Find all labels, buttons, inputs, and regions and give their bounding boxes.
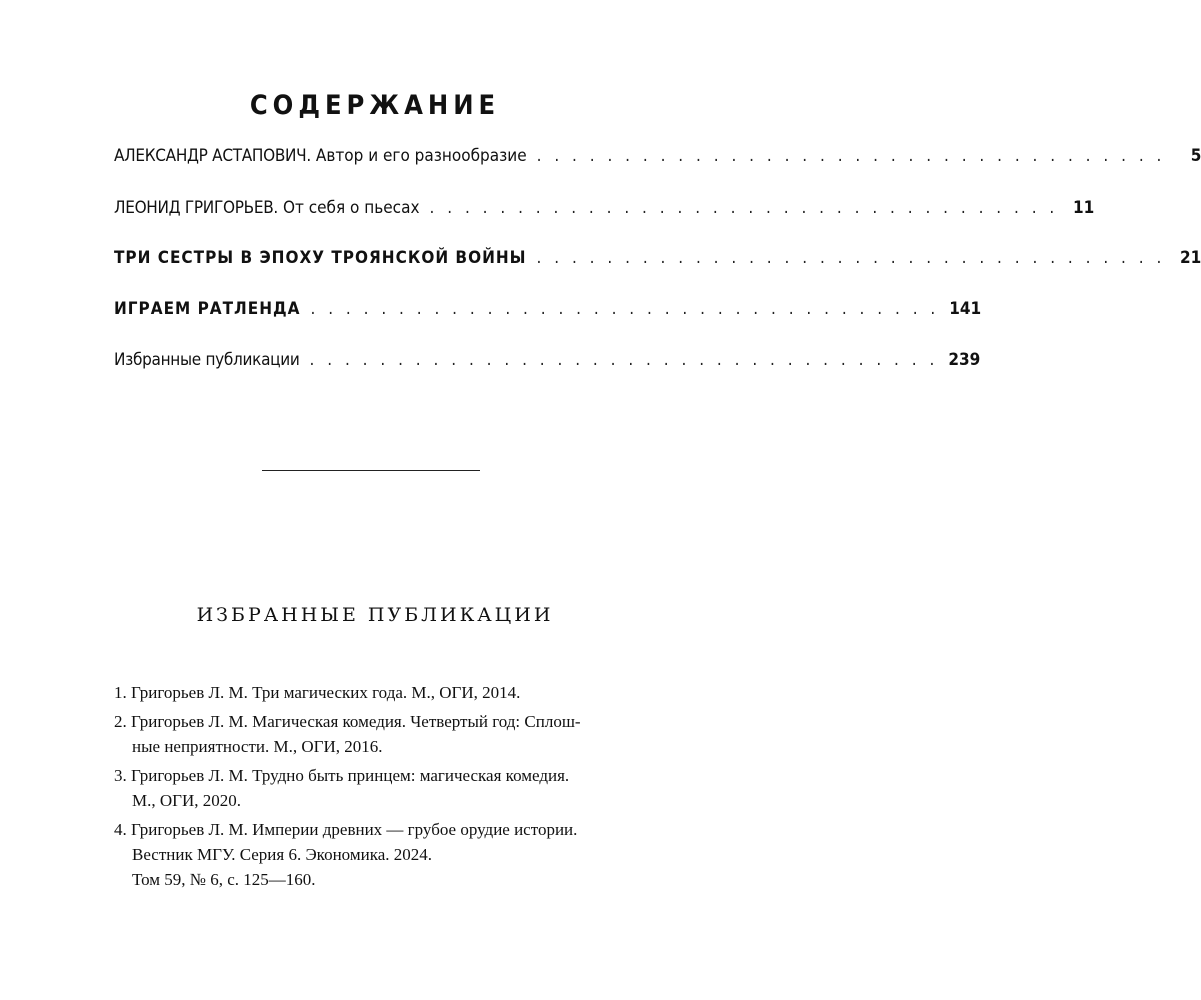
- toc-entry-page: 5: [1190, 146, 1201, 166]
- toc-entry-page: 141: [949, 299, 982, 319]
- publication-item: [114, 709, 634, 759]
- publication-item: [114, 763, 634, 813]
- publication-line: М., ОГИ, 2020.: [132, 791, 241, 810]
- toc-leader-dots: . . . . . . . . . . . . . . . . . . . . . . . . . . . . . . . . . . . .: [536, 146, 1166, 166]
- toc-entry-page: 239: [948, 350, 981, 370]
- publication-line: 4. Григорьев Л. М. Империи древних — грубое орудие истории.: [114, 820, 578, 839]
- toc-entry-work: Автор и его разнообразие: [315, 146, 527, 166]
- toc-entry-title: ИГРАЕМ РАТЛЕНДА: [114, 299, 301, 319]
- toc-leader-dots: . . . . . . . . . . . . . . . . . . . . . . . . . . . . . . . . . . . .: [310, 299, 940, 319]
- publication-item: [114, 680, 634, 705]
- toc-entry-page: 21: [1180, 248, 1201, 268]
- toc-title: СОДЕРЖАНИЕ: [249, 90, 501, 121]
- toc-entry-work: От себя о пьесах: [282, 198, 420, 218]
- publication-line: Том 59, № 6, с. 125—160.: [132, 870, 316, 889]
- toc-leader-dots: . . . . . . . . . . . . . . . . . . . . . . . . . . . . . . . . . . . .: [309, 350, 939, 370]
- publications-list: [114, 680, 634, 896]
- publication-line: Вестник МГУ. Серия 6. Экономика. 2024.: [132, 845, 432, 864]
- toc-entry: [114, 146, 1201, 176]
- toc-entry: [114, 248, 1201, 278]
- toc-leader-dots: . . . . . . . . . . . . . . . . . . . . . . . . . . . . . . . . . . . .: [536, 248, 1166, 268]
- publication-line: 3. Григорьев Л. М. Трудно быть принцем: магическая комедия.: [114, 766, 570, 785]
- publication-line: 1. Григорьев Л. М. Три магических года. М., ОГИ, 2014.: [114, 683, 521, 702]
- section-divider: [262, 470, 480, 471]
- toc-entry: [114, 299, 982, 329]
- publication-line: ные неприятности. М., ОГИ, 2016.: [132, 737, 383, 756]
- publications-title: ИЗБРАННЫЕ ПУБЛИКАЦИИ: [196, 604, 554, 626]
- toc-entry-title: Избранные публикации: [114, 350, 300, 370]
- publication-line: 2. Григорьев Л. М. Магическая комедия. Четвертый год: Сплош-: [114, 712, 581, 731]
- toc-entry: [114, 350, 981, 380]
- toc-entry-author: ЛЕОНИД ГРИГОРЬЕВ.: [114, 198, 278, 218]
- toc-entry-author: АЛЕКСАНДР АСТАПОВИЧ.: [114, 146, 311, 166]
- toc-entry-title: ТРИ СЕСТРЫ В ЭПОХУ ТРОЯНСКОЙ ВОЙНЫ: [114, 248, 527, 268]
- toc-leader-dots: . . . . . . . . . . . . . . . . . . . . . . . . . . . . . . . . . . . .: [429, 198, 1059, 218]
- toc-entry: [114, 198, 1095, 228]
- publication-item: [114, 817, 634, 892]
- toc-entry-page: 11: [1073, 198, 1095, 218]
